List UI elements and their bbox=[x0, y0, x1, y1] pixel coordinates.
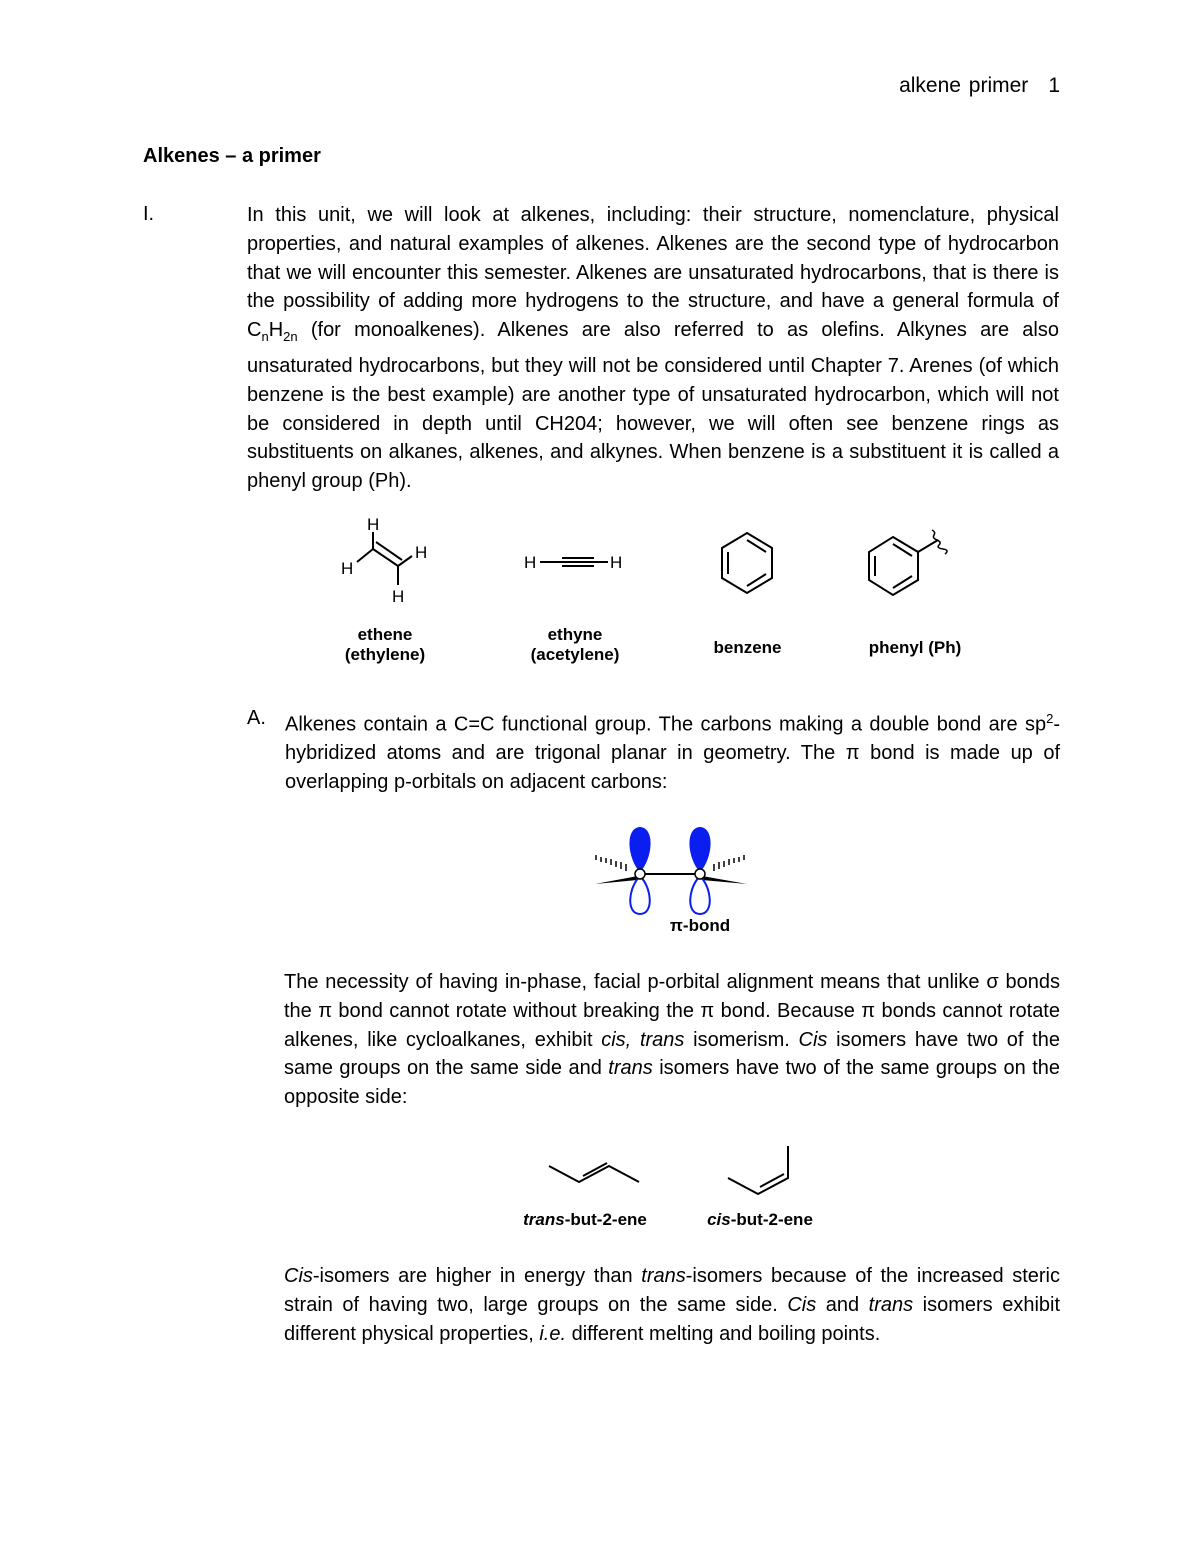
section-marker-A: A. bbox=[247, 707, 266, 729]
page-header bbox=[899, 74, 1060, 98]
header-title: alkene primer bbox=[899, 74, 1029, 97]
label-benzene: benzene bbox=[713, 638, 782, 657]
label-phenyl: phenyl (Ph) bbox=[868, 638, 962, 657]
atom-h: H bbox=[392, 587, 405, 606]
label-ethyne: ethyne (acetylene) bbox=[530, 625, 620, 664]
ethyne-structure bbox=[520, 548, 630, 578]
rotation-paragraph: The necessity of having in-phase, facial p-orbital alignment means that unlike σ bonds the π bond cannot rotate without breaking the π bond. Because π bonds cannot rotate alkenes, like cycloalkanes, exhibit cis, trans isomerism. Cis isomers have two of the same groups on the same side and trans isomers have two of the same groups on the opposite side: bbox=[284, 971, 1060, 1109]
section-marker-I: I. bbox=[143, 203, 155, 225]
atom-h: H bbox=[610, 553, 623, 572]
label-trans-but-2-ene: trans-but-2-ene bbox=[523, 1210, 647, 1229]
trans-but-2-ene-structure bbox=[545, 1160, 645, 1190]
document-title: Alkenes – a primer bbox=[143, 145, 321, 167]
atom-h: H bbox=[341, 559, 354, 578]
ethene-structure bbox=[335, 512, 445, 607]
label-ethene: ethene (ethylene) bbox=[344, 625, 426, 664]
label-pi-bond: π-bond bbox=[669, 916, 731, 935]
cis-but-2-ene-structure bbox=[724, 1140, 799, 1200]
phenyl-structure bbox=[866, 522, 961, 598]
section-a-paragraph: Alkenes contain a C=C functional group. The carbons making a double bond are $sp^2$-hybridized atoms and are trigonal planar in geometry. The π bond is made up of overlapping p-orbitals on adjacent carbons: bbox=[285, 711, 1060, 794]
benzene-structure bbox=[716, 530, 778, 596]
atom-h: H bbox=[415, 543, 428, 562]
atom-h: H bbox=[367, 515, 380, 534]
pi-bond-diagram bbox=[590, 822, 750, 917]
label-cis-but-2-ene: cis-but-2-ene bbox=[707, 1210, 813, 1229]
atom-h: H bbox=[524, 553, 537, 572]
energy-paragraph: Cis-isomers are higher in energy than trans-isomers because of the increased steric strain of having two, large groups on the same side. Cis and trans isomers exhibit different physical properties, i.e. different melting and boiling points. bbox=[284, 1265, 1061, 1345]
intro-paragraph: In this unit, we will look at alkenes, including: their structure, nomenclature, physical properties, and natural examples of alkenes. Alkenes are the second type of hydrocarbon that we will encounter this semester. Alkenes are unsaturated hydrocarbons, that is there is the possibility of adding more hydrogens to the structure, and have a general formula of $C_nH_{2n}$ (for monoalkenes). Alkenes are also referred to as olefins. Alkynes are also unsaturated hydrocarbons, but they will not be considered until Chapter 7. Arenes (of which benzene is the best example) are another type of unsaturated hydrocarbon, which will not be considered in depth until CH204; however, we will often see benzene rings as substituents on alkanes, alkenes, and alkynes. When benzene is a substituent it is called a phenyl group (Ph). bbox=[247, 204, 1059, 493]
page-number: 1 bbox=[1048, 74, 1060, 97]
